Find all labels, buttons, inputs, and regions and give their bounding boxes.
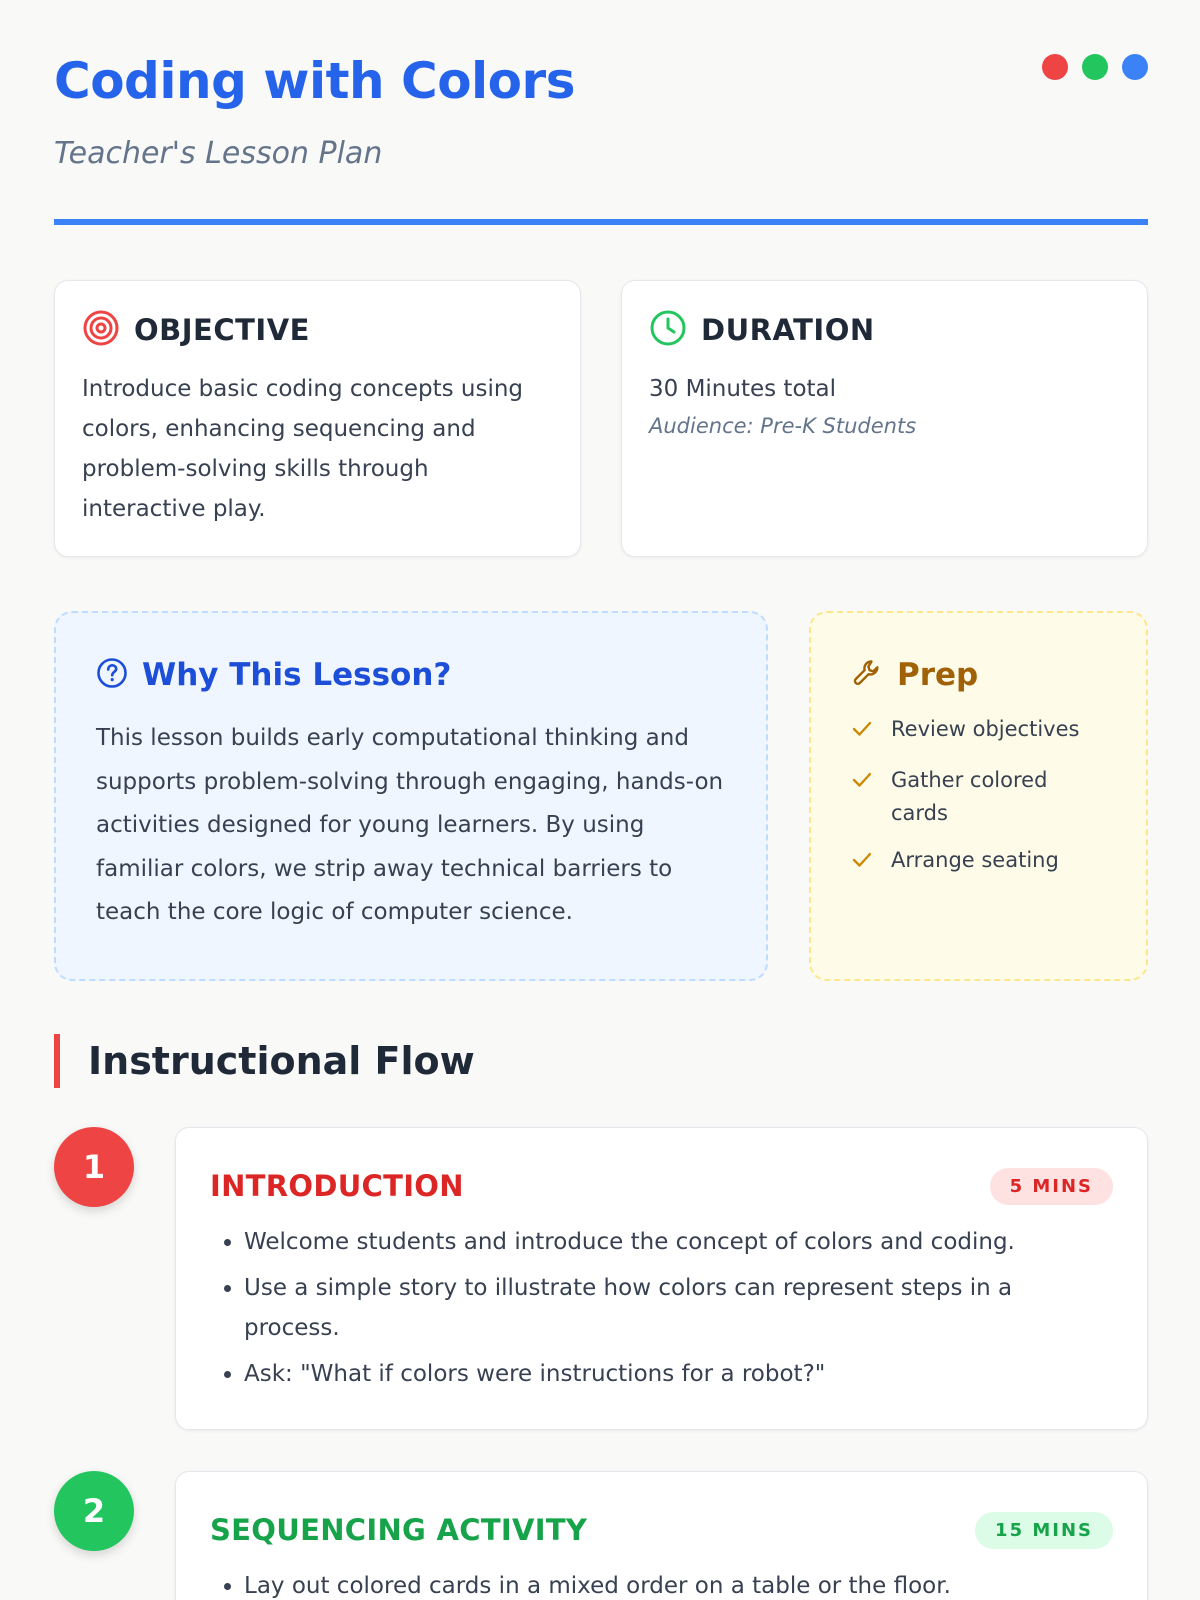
prep-item-label: Review objectives	[891, 717, 1080, 741]
header-divider	[54, 219, 1148, 225]
duration-audience: Audience: Pre-K Students	[649, 414, 917, 438]
prep-item-label: Gather colored cards	[891, 768, 1048, 825]
step-bullets	[210, 1566, 1113, 1600]
step-number-badge: 1	[54, 1127, 134, 1207]
question-circle-icon	[96, 657, 128, 693]
objective-label: OBJECTIVE	[134, 313, 310, 347]
objective-text: Introduce basic coding concepts using colors, enhancing sequencing and problem-solving skills through interactive play.	[82, 376, 524, 522]
time-badge: 5 MINS	[990, 1168, 1113, 1205]
page-subtitle: Teacher's Lesson Plan	[54, 136, 383, 171]
why-this-lesson-box	[54, 611, 768, 981]
prep-item	[851, 713, 1106, 750]
check-icon	[851, 713, 877, 750]
prep-item	[851, 764, 1106, 830]
step-card-introduction	[175, 1127, 1148, 1430]
blue-dot	[1122, 54, 1148, 80]
step-bullet: • Welcome students and introduce the concept of colors and coding.	[244, 1222, 1113, 1262]
step-title: INTRODUCTION	[210, 1169, 464, 1203]
prep-item	[851, 844, 1106, 881]
duration-total: 30 Minutes total	[649, 376, 837, 402]
objective-card	[54, 280, 581, 557]
prep-item-label: Arrange seating	[891, 848, 1059, 872]
wrench-icon	[851, 657, 883, 693]
instructional-flow-heading: Instructional Flow	[54, 1034, 475, 1088]
check-icon	[851, 844, 877, 881]
info-row	[54, 280, 1148, 557]
time-badge: 15 MINS	[975, 1512, 1113, 1549]
step-number-badge: 2	[54, 1471, 134, 1551]
prep-list	[851, 713, 1106, 881]
check-icon	[851, 764, 877, 830]
why-label: Why This Lesson?	[142, 657, 452, 693]
step-bullet: • Ask: "What if colors were instructions for a robot?"	[244, 1354, 1113, 1394]
clock-icon	[649, 309, 687, 351]
step-bullets	[210, 1222, 1113, 1394]
decorative-dots	[1042, 54, 1148, 80]
red-dot	[1042, 54, 1068, 80]
prep-label: Prep	[897, 657, 979, 693]
green-dot	[1082, 54, 1108, 80]
duration-card	[621, 280, 1148, 557]
prep-box	[809, 611, 1148, 981]
step-card-sequencing-activity	[175, 1471, 1148, 1600]
step-title: SEQUENCING ACTIVITY	[210, 1513, 588, 1547]
lesson-plan-page	[54, 0, 1148, 1599]
header	[54, 0, 1148, 226]
target-icon	[82, 309, 120, 351]
why-text: This lesson builds early computational thinking and supports problem-solving through engaging, hands-on activities designed for young learners. By using familiar colors, we strip away technical barriers to teach the core logic of computer science.	[96, 725, 724, 925]
page-title: Coding with Colors	[54, 52, 575, 110]
step-bullet: • Use a simple story to illustrate how colors can represent steps in a process.	[244, 1268, 1113, 1348]
duration-label: DURATION	[701, 313, 875, 347]
step-bullet: • Lay out colored cards in a mixed order on a table or the floor.	[244, 1566, 1113, 1600]
